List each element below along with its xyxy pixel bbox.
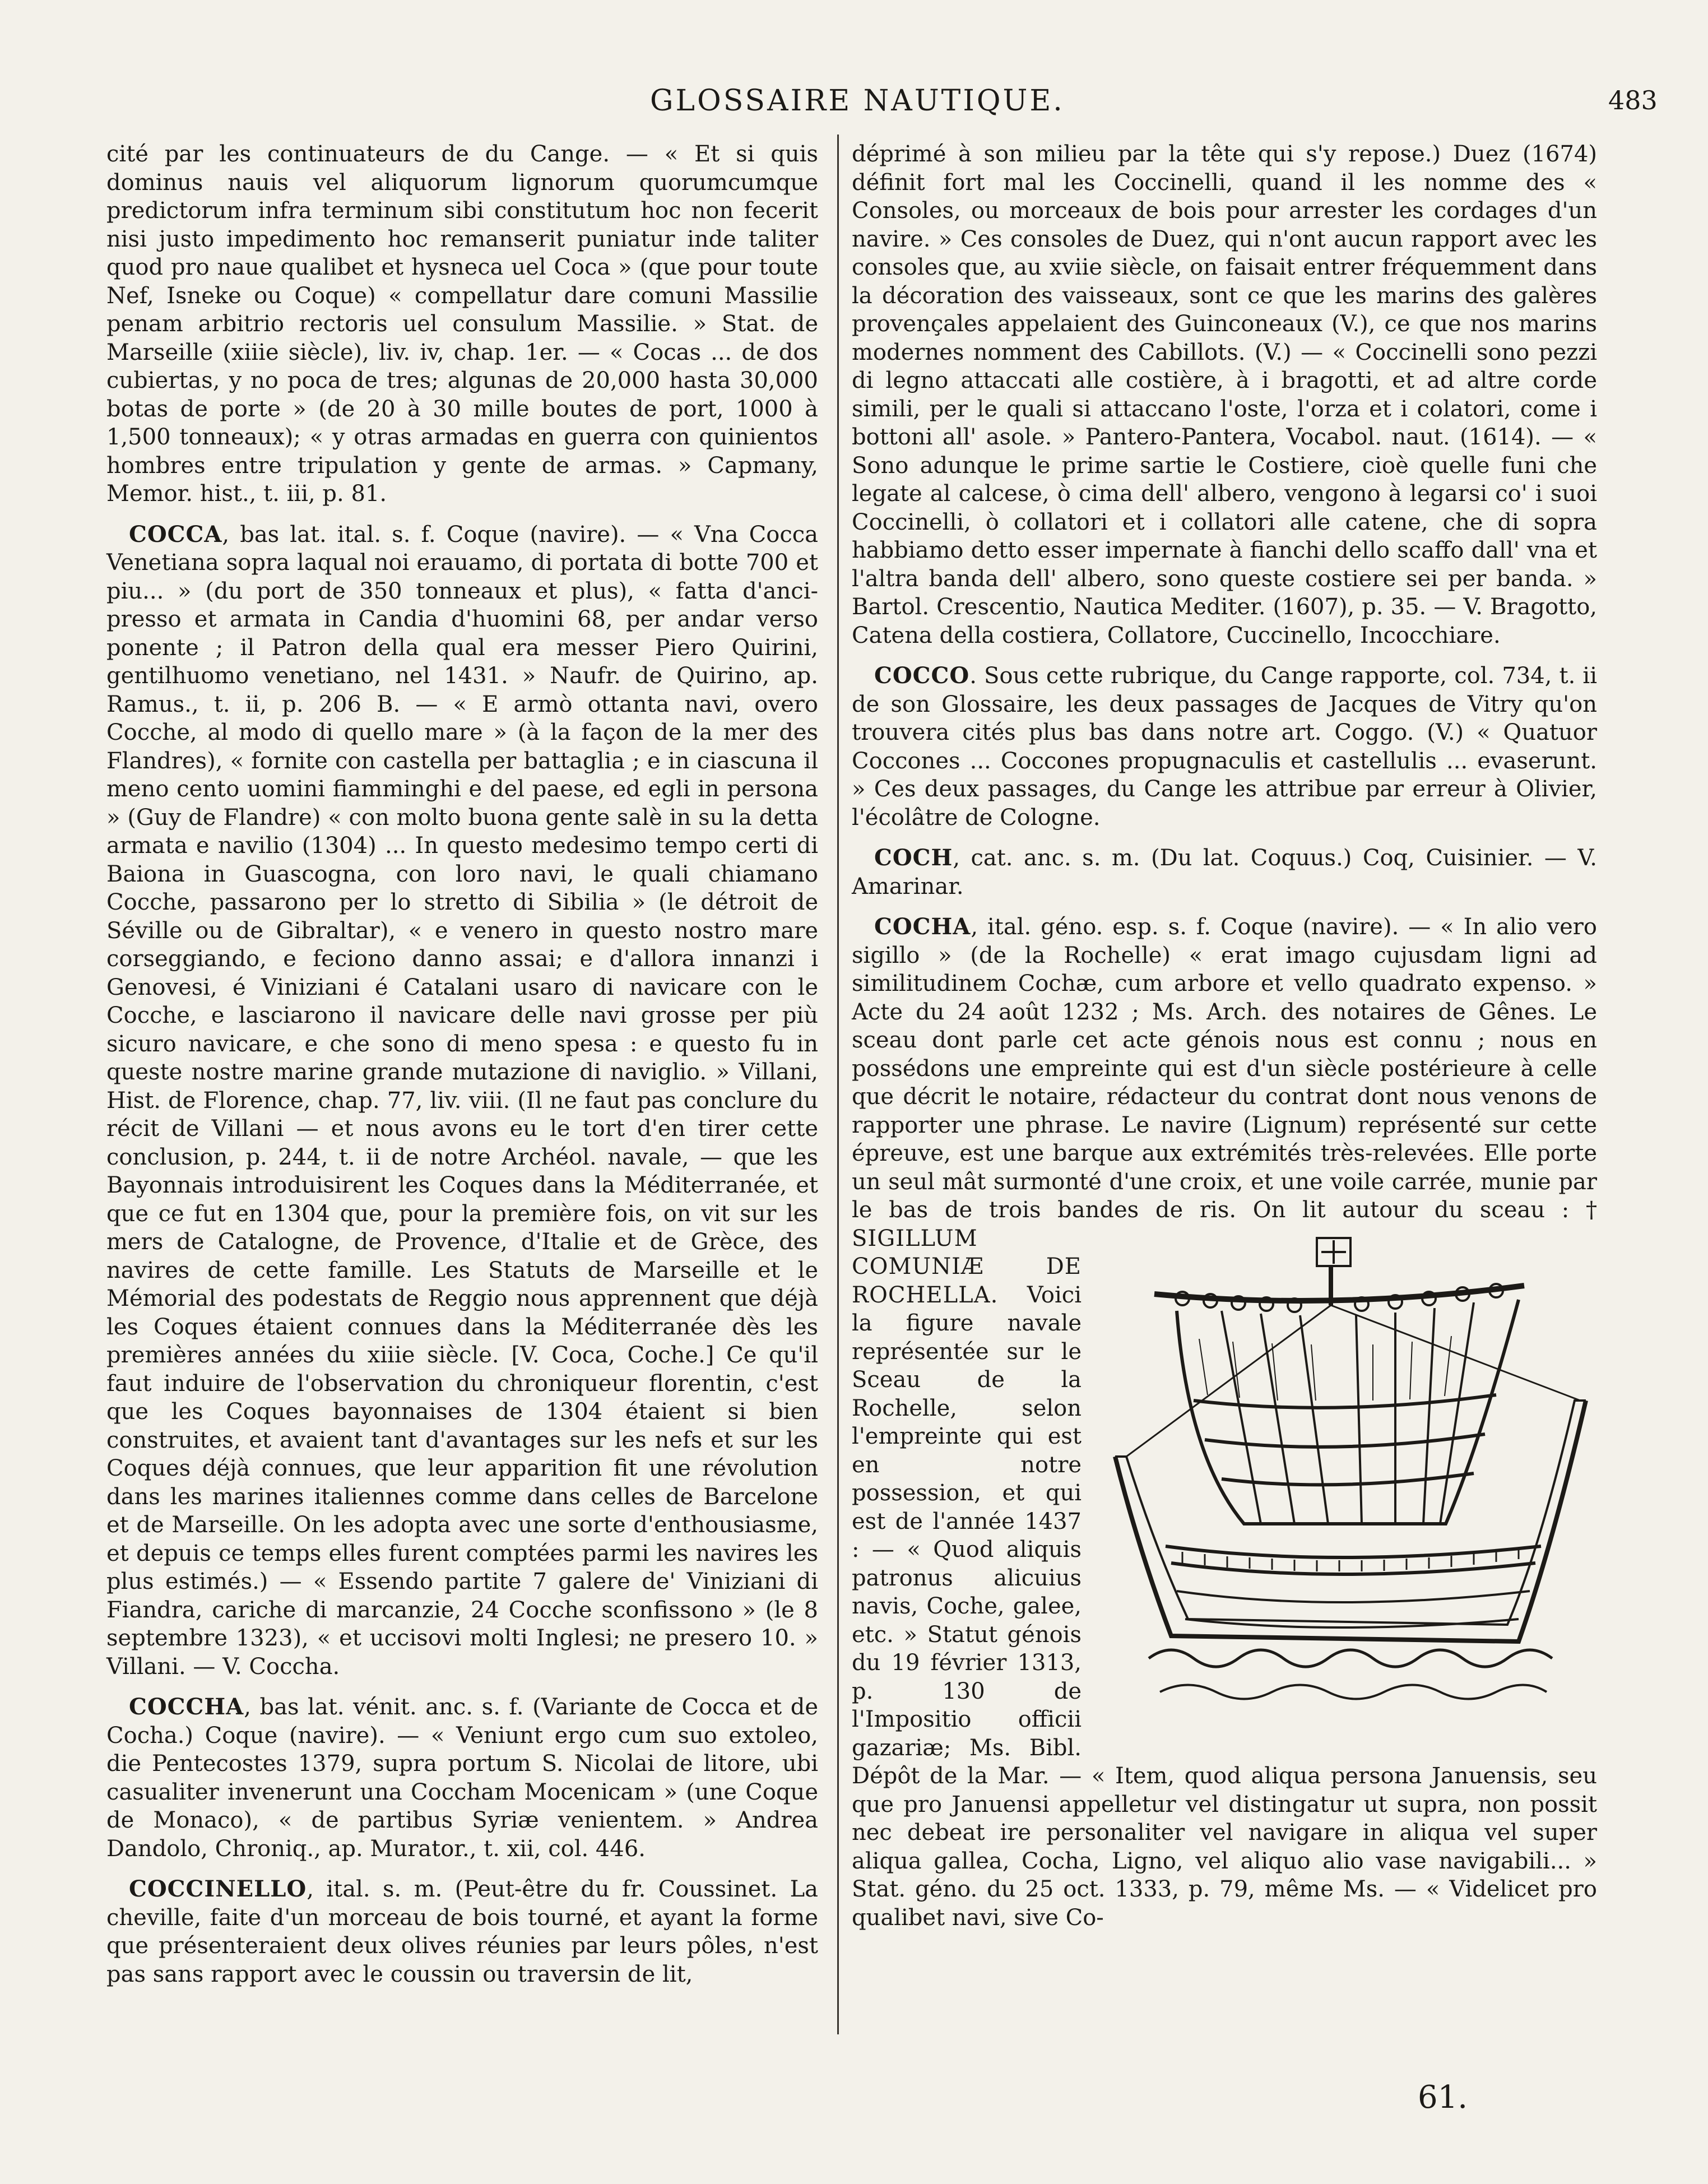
entry-cocco-text: . Sous cette rubrique, du Cange rapporte, col. 734, t. ii de son Glossaire, les deux passages de Jacques de Vitry qu'on trouvera cités plus bas dans notre art. Coggo. (V.) « Quatuor Coccones ... Coccones propugnaculis et castellulis ... evaserunt. » Ces deux passages, du Cange les attribue par erreur à Olivier, l'écolâtre de Cologne. bbox=[852, 663, 1597, 831]
sheet-signature: 61. bbox=[1418, 2079, 1468, 2116]
entry-cocha bbox=[852, 913, 1597, 1932]
headword-cocha: COCHA bbox=[874, 914, 971, 940]
headword-cocco: COCCO bbox=[874, 662, 970, 689]
page-number: 483 bbox=[1608, 85, 1658, 115]
entry-coccinello-text: , ital. s. m. (Peut-être du fr. Coussinet. La cheville, faite d'un morceau de bois tourné, et ayant la forme que présenteraient deux olives réunies par leurs pôles, n'est pas sans rapport avec le coussin ou traversin de lit, bbox=[106, 1876, 818, 1987]
headword-coccha: COCCHA bbox=[129, 1694, 244, 1720]
entry-coch bbox=[852, 844, 1597, 901]
column-divider bbox=[837, 135, 839, 2034]
entry-cocca-text: , bas lat. ital. s. f. Coque (navire). — « Vna Cocca Venetiana sopra laqual noi erauamo, di portata di botte 700 et piu... » (du port de 350 tonneaux et plus), « fatta d'anci-presso et armata in Candia d'huomini 68, per andar verso ponente ; il Patron della qual era messer Piero Quirini, gentilhuomo venetiano, nel 1431. » Naufr. de Quirino, ap. Ramus., t. ii, p. 206 B. — « E armò ottanta navi, overo Cocche, al modo di quello mare » (à la façon de la mer des Flandres), « fornite con castella per battaglia ; e in ciascuna il meno cento uomini fiamminghi e del paese, ed egli in persona » (Guy de Flandre) « con molto buona gente salè in su la detta armata e navilio (1304) ... In questo medesimo tempo certi di Baiona in Guascogna, con loro navi, le quali chiamano Cocche, passarono per lo stretto di Sibilia » (le détroit de Séville ou de Gibraltar), « e venero in questo nostro mare corseggiando, e feciono danno assai; e d'allora innanzi i Genovesi, é Viniziani é Catalani usaro di navicare con le Cocche, e lasciarono il navicare delle navi grosse per più sicuro navicare, e che sono di meno spesa : e questo fu in queste nostre marine grande mutazione di naviglio. » Villani, Hist. de Florence, chap. 77, liv. viii. (Il ne faut pas conclure du récit de Villani — et nous avons eu le tort d'en tirer cette conclusion, p. 244, t. ii de notre Archéol. navale, — que les Bayonnais introduisirent les Coques dans la Méditerranée, et que ce fut en 1304 que, pour la première fois, on vit sur les mers de Catalogne, de Provence, d'Italie et de Grèce, des navires de cette famille. Les Statuts de Marseille et le Mémorial des podestats de Reggio nous apprennent que déjà les Coques étaient connues dans la Méditerranée dès les premières années du xiiie siècle. [V. Coca, Coche.] Ce qu'il faut induire de l'observation du chroniqueur florentin, c'est que les Coques bayonnaises de 1304 étaient si bien construites, et avaient tant d'avantages sur les nefs et sur les Coques déjà connues, que leur apparition fit une révolution dans les marines italiennes comme dans celles de Barcelone et de Marseille. On les adopta avec une sorte d'enthousiasme, et depuis ce temps elles furent comptées parmi les navires les plus estimés.) — « Essendo partite 7 galere de' Viniziani di Fiandra, cariche di marcanzie, 24 Cocche sconfissono » (le 8 septembre 1323), « et uccisovi molti Inglesi; ne presero 10. » Villani. — V. Coccha. bbox=[106, 521, 818, 1680]
entry-cocha-text-b: Voici la figure navale représentée sur le Sceau de la Rochelle, selon l'empreinte qui est en notre possession, et qui est de l'année 1437 : — « Quod aliquis patronus alicuius navis, Coche, galee, etc. » Statut génois du 19 février 1313, p. 130 de l'Impositio officii gazariæ; Ms. Bibl. Dépôt de la Mar. — « Item, quod aliqua persona Januensis, seu que pro Januensi appelletur vel distingatur ut supra, non possit nec debeat ire personaliter vel navigare in aliqua vel super aliqua gallea, Cocha, Ligno, vel aliquo alio vase navigabili... » Stat. géno. du 25 oct. 1333, p. 79, même Ms. — « Videlicet pro qualibet navi, sive Co- bbox=[852, 1282, 1597, 1931]
ship-engraving-icon bbox=[1093, 1232, 1597, 1737]
seal-ship-figure bbox=[1093, 1232, 1597, 1737]
entry-coccha-text: , bas lat. vénit. anc. s. f. (Variante de Cocca et de Cocha.) Coque (navire). — « Veniunt ergo cum suo extoleo, die Pentecostes 1379, supra portum S. Nicolai de litore, ubi casualiter invenerunt una Coccham Mocenicam » (une Coque de Monaco), « de partibus Syriæ venientem. » Andrea Dandolo, Chroniq., ap. Murator., t. xii, col. 446. bbox=[106, 1694, 818, 1862]
left-column bbox=[106, 140, 818, 2001]
entry-coch-text: , cat. anc. s. m. (Du lat. Coquus.) Coq, Cuisinier. — V. Amarinar. bbox=[852, 845, 1597, 899]
entry-coccha bbox=[106, 1693, 818, 1863]
running-title: GLOSSAIRE NAUTIQUE. bbox=[650, 84, 1065, 118]
entry-cocha-text-a: , ital. géno. esp. s. f. Coque (navire). — « In alio vero sigillo » (de la Rochelle) « erat imago cujusdam ligni ad similitudinem Cochæ, cum arbore et vello quadrato expenso. » Acte du 24 août 1232 ; Ms. Arch. des notaires de Gênes. Le sceau dont parle cet acte génois nous est connu ; nous en possédons une empreinte qui est d'un siècle postérieure à celle que décrit le notaire, rédacteur du contrat dont nous venons de rapporter une phrase. Le navire (Lignum) représenté sur cette épreuve, est une barque aux extrémités très-relevées. Elle porte un seul mât surmonté d'une croix, et une voile carrée, munie par le bas de trois bandes de ris. On lit autour du sceau : † bbox=[852, 914, 1597, 1223]
entry-cocca bbox=[106, 521, 818, 1681]
paragraph-coca-continuation: cité par les continuateurs de du Cange. — « Et si quis dominus nauis vel aliquorum lignorum quorumcumque predictorum infra terminum sibi constitutum hoc non fecerit nisi justo impedimento hoc remanserit puniatur inde taliter quod pro naue qualibet et hysneca uel Coca » (que pour toute Nef, Isneke ou Coque) « compellatur dare comuni Massilie penam arbitrio rectoris uel consulum Massilie. » Stat. de Marseille (xiiie siècle), liv. iv, chap. 1er. — « Cocas ... de dos cubiertas, y no poca de tres; algunas de 20,000 hasta 30,000 botas de porte » (de 20 à 30 mille boutes de port, 1000 à 1,500 tonneaux); « y otras armadas en guerra con quinientos hombres entre tripulation y gente de armas. » Capmany, Memor. hist., t. iii, p. 81. bbox=[106, 141, 818, 507]
entry-coccinello bbox=[106, 1875, 818, 1988]
entry-cocco bbox=[852, 662, 1597, 832]
headword-coch: COCH bbox=[874, 845, 953, 871]
headword-coccinello: COCCINELLO bbox=[129, 1876, 307, 1902]
paragraph-coccinello-continuation: déprimé à son milieu par la tête qui s'y repose.) Duez (1674) définit fort mal les Coccinelli, quand il les nomme des « Consoles, ou morceaux de bois pour arrester les cordages d'un navire. » Ces consoles de Duez, qui n'ont aucun rapport avec les consoles que, au xviie siècle, on faisait entrer fréquemment dans la décoration des vaisseaux, sont ce que les marins des galères provençales appelaient des Guinconeaux (V.), ce que nos marins modernes nomment des Cabillots. (V.) — « Coccinelli sono pezzi di legno attaccati alle costière, à i bragotti, et ad altre corde simili, per le quali si attaccano l'oste, l'orza et i colatori, come i bottoni all' asole. » Pantero-Pantera, Vocabol. naut. (1614). — « Sono adunque le prime sartie le Costiere, cioè quelle funi che legate al calcese, ò cima dell' albero, vengono à legarsi co' i suoi Coccinelli, ò collatori et i collatori alle catene, che di sopra habbiamo detto esser impernate à fianchi dello scaffo dall' vna et l'altra banda dell' albero, sono queste costiere sei per banda. » Bartol. Crescentio, Nautica Mediter. (1607), p. 35. — V. Bragotto, Catena della costiera, Collatore, Cuccinello, Incocchiare. bbox=[852, 141, 1597, 648]
headword-cocca: COCCA bbox=[129, 521, 222, 548]
right-column bbox=[852, 140, 1597, 1944]
seal-legend: SIGILLUM COMUNIÆ DE ROCHELLA. bbox=[852, 1225, 1082, 1308]
